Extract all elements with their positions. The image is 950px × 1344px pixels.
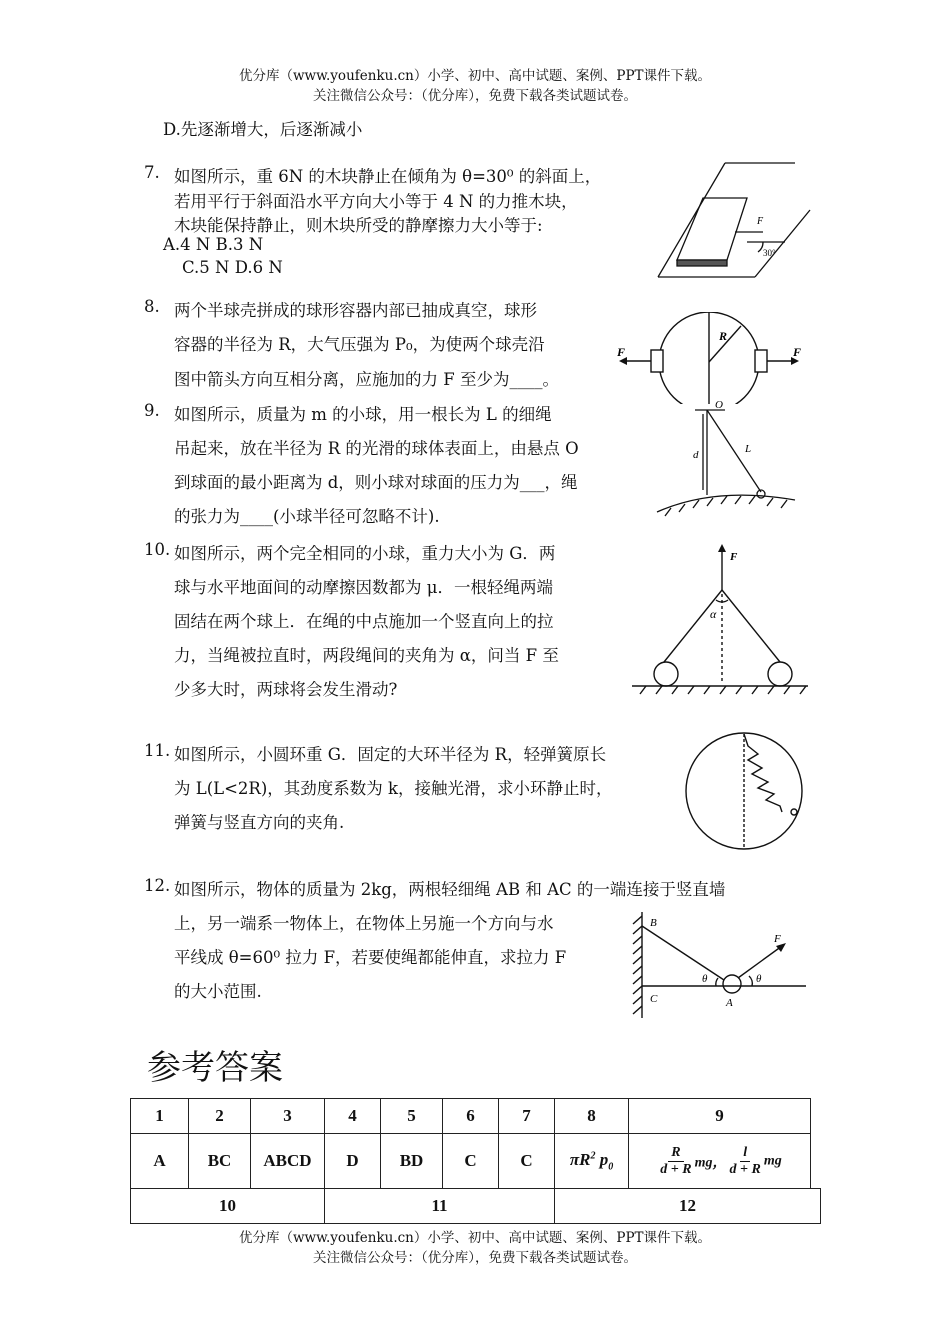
answer-header-row-2 xyxy=(131,1189,821,1224)
q12-line-2: 上，另一端系一物体上，在物体上另施一个方向与水 xyxy=(174,914,554,933)
a9-mg-1: mg， xyxy=(694,1155,727,1170)
answer-header-7: 7 xyxy=(499,1099,555,1134)
answer-value-8 xyxy=(555,1134,629,1189)
q11-figure xyxy=(682,732,806,852)
q10-line-4: 力，当绳被拉直时，两段绳间的夹角为 α，问当 F 至 xyxy=(174,646,559,665)
a9-mg-2: mg xyxy=(763,1153,782,1168)
q11-line-1: 如图所示，小圆环重 G．固定的大环半径为 R，轻弹簧原长 xyxy=(174,745,607,764)
q11-line-3: 弹簧与竖直方向的夹角. xyxy=(174,813,345,832)
q9-line-4: 的张力为____(小球半径可忽略不计). xyxy=(174,507,440,526)
q12-theta-1: θ xyxy=(702,973,708,985)
answer-header-5: 5 xyxy=(381,1099,443,1134)
q12-force-label: F xyxy=(774,933,781,945)
q10-force-label: F xyxy=(730,551,738,563)
q9-line-2: 吊起来，放在半径为 R 的光滑的球体表面上，由悬点 O xyxy=(174,439,579,458)
q12-theta-2: θ xyxy=(756,973,762,985)
a9-den-2: d + R xyxy=(729,1161,761,1177)
a9-num-2: l xyxy=(740,1145,750,1162)
q10-line-1: 如图所示，两个完全相同的小球，重力大小为 G．两 xyxy=(174,544,556,563)
q7-options-cd: C.5 N D.6 N xyxy=(182,258,283,277)
q7-line-2: 若用平行于斜面沿水平方向大小等于 4 N 的力推木块， xyxy=(174,192,578,211)
answer-value-3: ABCD xyxy=(251,1134,325,1189)
header-line-1: 优分库（www.youfenku.cn）小学、初中、高中试题、案例、PPT课件下载。 xyxy=(238,68,712,84)
q12-label-c: C xyxy=(650,993,658,1005)
q7-line-3: 木块能保持静止，则木块所受的静摩擦力大小等于: xyxy=(174,216,543,235)
q7-force-label: F xyxy=(757,216,764,227)
q12-line-1: 如图所示，物体的质量为 2kg，两根轻细绳 AB 和 AC 的一端连接于竖直墙 xyxy=(174,880,726,899)
q12-label-a: A xyxy=(726,997,733,1009)
answer-header-row xyxy=(131,1099,821,1134)
answer-value-9 xyxy=(629,1134,811,1189)
answer-header-12: 12 xyxy=(555,1189,821,1224)
answer-header-6: 6 xyxy=(443,1099,499,1134)
a8-r: R xyxy=(579,1149,591,1169)
q12-label-b: B xyxy=(650,917,657,929)
q8-radius-label: R xyxy=(719,329,728,343)
answer-value-row xyxy=(131,1134,821,1189)
q9-line-1: 如图所示，质量为 m 的小球，用一根长为 L 的细绳 xyxy=(174,405,552,424)
answer-header-3: 3 xyxy=(251,1099,325,1134)
q8-right-force: F xyxy=(793,345,802,359)
header-line-2: 关注微信公众号：（优分库），免费下载各类试题试卷。 xyxy=(313,88,637,104)
answer-header-8: 8 xyxy=(555,1099,629,1134)
q8-figure xyxy=(613,312,813,404)
q8-line-3: 图中箭头方向互相分离，应施加的力 F 至少为____。 xyxy=(174,370,559,389)
a8-pi: π xyxy=(569,1149,580,1169)
footer-line-1: 优分库（www.youfenku.cn）小学、初中、高中试题、案例、PPT课件下载。 xyxy=(238,1230,712,1246)
a9-fraction-2 xyxy=(727,1145,764,1178)
q12-line-3: 平线成 θ=60⁰ 拉力 F，若要使绳都能伸直，求拉力 F xyxy=(174,948,567,967)
q12-line-4: 的大小范围. xyxy=(174,982,262,1001)
q10-angle-label: α xyxy=(710,607,717,621)
q10-line-3: 固结在两个球上．在绳的中点施加一个竖直向上的拉 xyxy=(174,612,554,631)
answer-value-1: A xyxy=(131,1134,189,1189)
a9-den-1: d + R xyxy=(660,1161,692,1177)
a8-p: p xyxy=(599,1149,609,1169)
q7-figure xyxy=(655,160,815,280)
q7-line-1: 如图所示，重 6N 的木块静止在倾角为 θ=30⁰ 的斜面上， xyxy=(174,167,602,186)
answer-value-7: C xyxy=(499,1134,555,1189)
a8-sub: 0 xyxy=(608,1161,614,1173)
q7-number: 7. xyxy=(144,163,160,182)
a9-num-1: R xyxy=(668,1145,683,1162)
q10-figure xyxy=(630,542,810,698)
answer-header-11: 11 xyxy=(325,1189,555,1224)
q7-angle-label: 30° xyxy=(763,248,776,258)
q8-line-1: 两个半球壳拼成的球形容器内部已抽成真空，球形 xyxy=(174,301,537,320)
a8-sup: 2 xyxy=(590,1150,596,1162)
q9-distance-d: d xyxy=(693,449,699,461)
q12-number: 12. xyxy=(144,876,171,895)
answer-value-2: BC xyxy=(189,1134,251,1189)
answers-title: 参考答案 xyxy=(147,1048,283,1088)
q10-line-5: 少多大时，两球将会发生滑动? xyxy=(174,680,398,699)
answer-header-9: 9 xyxy=(629,1099,811,1134)
q9-length-l: L xyxy=(745,443,752,455)
answer-header-10: 10 xyxy=(131,1189,325,1224)
q10-number: 10. xyxy=(144,540,171,559)
q6-option-d: D.先逐渐增大，后逐渐减小 xyxy=(163,120,363,139)
q9-line-3: 到球面的最小距离为 d，则小球对球面的压力为___，绳 xyxy=(174,473,578,492)
q10-line-2: 球与水平地面间的动摩擦因数都为 μ．一根轻绳两端 xyxy=(174,578,553,597)
q12-figure xyxy=(628,906,810,1020)
answer-table xyxy=(130,1098,821,1224)
answer-header-2: 2 xyxy=(189,1099,251,1134)
q9-point-o: O xyxy=(715,400,723,411)
q8-line-2: 容器的半径为 R，大气压强为 P₀，为使两个球壳沿 xyxy=(174,335,545,354)
answer-value-4: D xyxy=(325,1134,381,1189)
q11-number: 11. xyxy=(144,741,171,760)
answer-header-4: 4 xyxy=(325,1099,381,1134)
q11-line-2: 为 L(L<2R)，其劲度系数为 k，接触光滑，求小环静止时， xyxy=(174,779,613,798)
q8-left-force: F xyxy=(617,345,626,359)
a9-fraction-1 xyxy=(657,1145,694,1178)
q8-number: 8. xyxy=(144,297,160,316)
answer-value-5: BD xyxy=(381,1134,443,1189)
footer-line-2: 关注微信公众号：（优分库），免费下载各类试题试卷。 xyxy=(313,1250,637,1266)
q7-options-ab: A.4 N B.3 N xyxy=(163,235,264,254)
q9-number: 9. xyxy=(144,401,160,420)
answer-header-1: 1 xyxy=(131,1099,189,1134)
answer-value-6: C xyxy=(443,1134,499,1189)
q9-figure xyxy=(655,400,805,518)
